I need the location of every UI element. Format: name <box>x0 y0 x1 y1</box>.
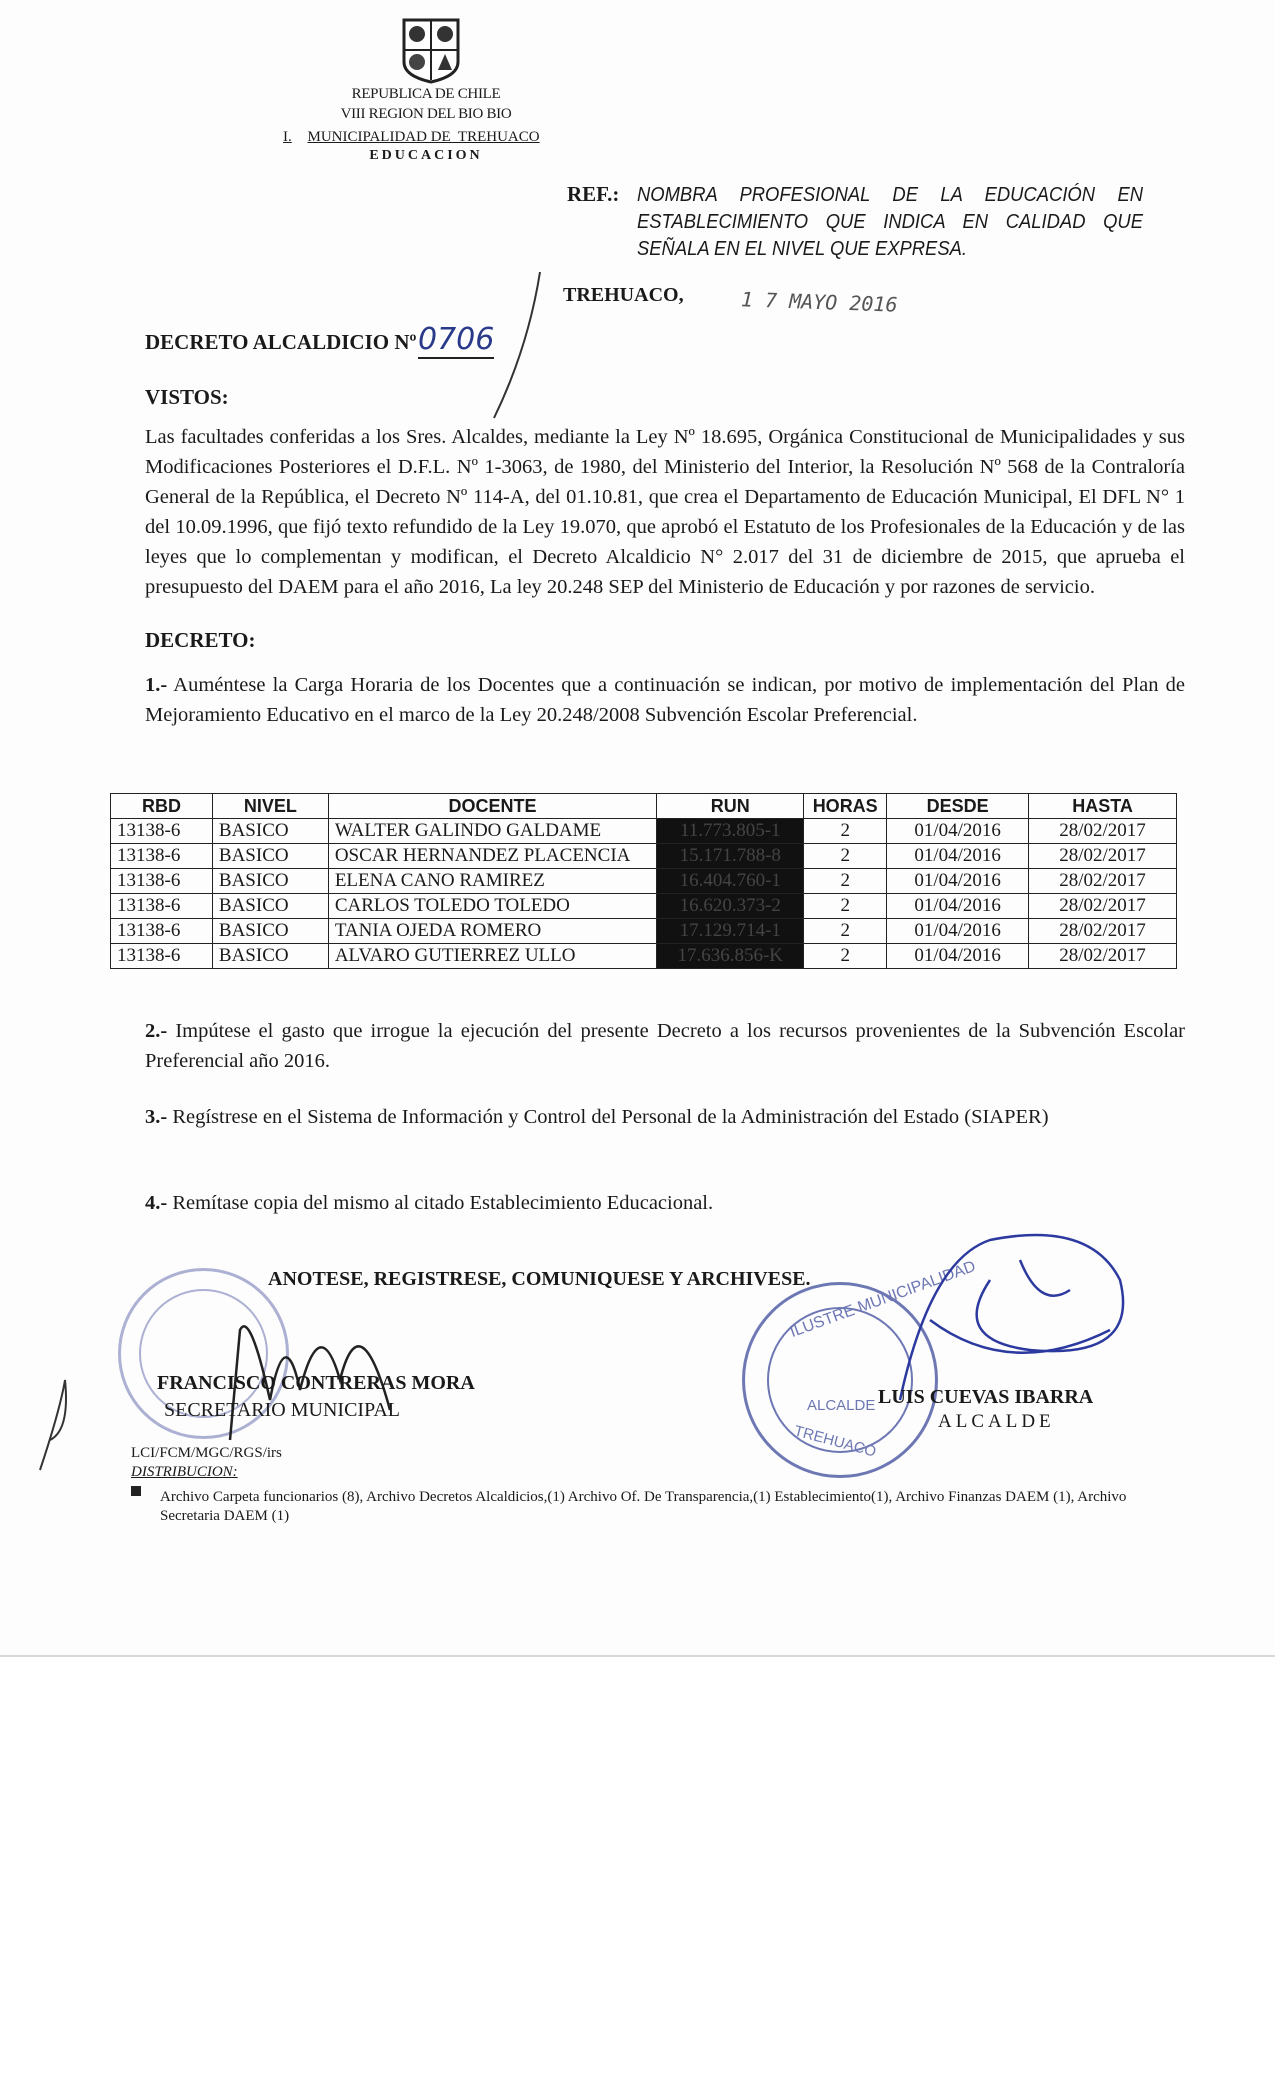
item-number: 3.- <box>145 1106 168 1128</box>
closing-formula: ANOTESE, REGISTRESE, COMUNIQUESE Y ARCHIVESE. <box>268 1268 811 1290</box>
cell-desde: 01/04/2016 <box>887 894 1029 919</box>
secretary-signature <box>190 1290 450 1450</box>
ref-label: REF.: <box>567 182 620 206</box>
stamp-top-text: ILUSTRE MUNICIPALIDAD <box>787 1257 979 1342</box>
decreto-item-3 <box>145 1102 1185 1132</box>
stamp-mid-text: ALCALDE <box>807 1397 876 1414</box>
cell-nivel: BASICO <box>212 869 328 894</box>
cell-run: 15.171.788-8 <box>657 844 804 869</box>
cell-rbd: 13138-6 <box>111 919 213 944</box>
cell-horas: 2 <box>804 894 887 919</box>
cell-nivel: BASICO <box>212 919 328 944</box>
cell-horas: 2 <box>804 919 887 944</box>
table-row <box>111 944 1177 969</box>
cell-docente: WALTER GALINDO GALDAME <box>328 819 657 844</box>
letterhead-country: REPUBLICA DE CHILE <box>351 86 501 102</box>
cell-docente: OSCAR HERNANDEZ PLACENCIA <box>328 844 657 869</box>
table-row <box>111 919 1177 944</box>
item-text: Regístrese en el Sistema de Información y Control del Personal de la Administración del Estado (SIAPER) <box>172 1106 1049 1128</box>
distribution-heading: DISTRIBUCION: <box>131 1464 238 1480</box>
header-hasta: HASTA <box>1029 794 1177 819</box>
cell-run: 17.129.714-1 <box>657 919 804 944</box>
cell-docente: ELENA CANO RAMIREZ <box>328 869 657 894</box>
margin-initial-signature <box>30 1370 80 1480</box>
decreto-item-1 <box>145 670 1185 730</box>
cell-hasta: 28/02/2017 <box>1029 919 1177 944</box>
cell-docente: ALVARO GUTIERREZ ULLO <box>328 944 657 969</box>
cell-hasta: 28/02/2017 <box>1029 869 1177 894</box>
cell-run: 11.773.805-1 <box>657 819 804 844</box>
cell-hasta: 28/02/2017 <box>1029 819 1177 844</box>
cell-rbd: 13138-6 <box>111 844 213 869</box>
item-number: 2.- <box>145 1020 168 1042</box>
cell-run: 16.404.760-1 <box>657 869 804 894</box>
cell-horas: 2 <box>804 819 887 844</box>
letterhead-municipality <box>283 129 540 146</box>
cell-nivel: BASICO <box>212 844 328 869</box>
cell-desde: 01/04/2016 <box>887 919 1029 944</box>
cell-rbd: 13138-6 <box>111 944 213 969</box>
ref-text: NOMBRA PROFESIONAL DE LA EDUCACIÓN EN ESTABLECIMIENTO QUE INDICA EN CALIDAD QUE SEÑALA EN EL NIVEL QUE EXPRESA. <box>637 184 1143 260</box>
header-desde: DESDE <box>887 794 1029 819</box>
cell-desde: 01/04/2016 <box>887 844 1029 869</box>
cell-nivel: BASICO <box>212 894 328 919</box>
date-stamp: 1 7 MAYO 2016 <box>740 287 898 317</box>
letterhead-department: EDUCACION <box>369 148 483 163</box>
secretary-title: SECRETARIO MUNICIPAL <box>164 1399 401 1421</box>
secretary-name: FRANCISCO CONTRERAS MORA <box>157 1372 475 1394</box>
vistos-text: Las facultades conferidas a los Sres. Alcaldes, mediante la Ley Nº 18.695, Orgánica Constitucional de Municipalidades y sus Modificaciones Posteriores el D.F.L. Nº 1-3063, de 1980, del Ministerio del Interior, la Resolución Nº 568 de la Contraloría General de la República, el Decreto Nº 114-A, del 01.10.81, que crea el Departamento de Educación Municipal, El DFL N° 1 del 10.09.1996, que fijó texto refundido de la Ley 19.070, que aprobó el Estatuto de los Profesionales de la Educación y de las leyes que lo complementan y modifican, el Decreto Alcaldicio N° 2.017 del 31 de diciembre de 2015, que aprueba el presupuesto del DAEM para el año 2016, La ley 20.248 SEP del Ministerio de Educación y por razones de servicio. <box>145 426 1185 598</box>
cell-desde: 01/04/2016 <box>887 944 1029 969</box>
cell-horas: 2 <box>804 944 887 969</box>
cell-run: 16.620.373-2 <box>657 894 804 919</box>
decreto-item-2 <box>145 1016 1185 1076</box>
cell-hasta: 28/02/2017 <box>1029 844 1177 869</box>
place: TREHUACO, <box>563 284 684 306</box>
header-run: RUN <box>657 794 804 819</box>
initials: LCI/FCM/MGC/RGS/irs <box>131 1445 282 1461</box>
item-text: Auméntese la Carga Horaria de los Docentes que a continuación se indican, por motivo de implementación del Plan de Mejoramiento Educativo en el marco de la Ley 20.248/2008 Subvención Escolar Preferencial. <box>145 674 1186 726</box>
item-text: Remítase copia del mismo al citado Establecimiento Educacional. <box>172 1192 714 1214</box>
cell-rbd: 13138-6 <box>111 869 213 894</box>
cell-run: 17.636.856-K <box>657 944 804 969</box>
cell-docente: TANIA OJEDA ROMERO <box>328 919 657 944</box>
header-docente: DOCENTE <box>328 794 657 819</box>
teachers-table <box>110 793 1177 969</box>
letterhead-prefix: I. <box>283 129 292 145</box>
cell-horas: 2 <box>804 869 887 894</box>
cell-horas: 2 <box>804 844 887 869</box>
table-row <box>111 819 1177 844</box>
mayor-name: LUIS CUEVAS IBARRA <box>878 1386 1094 1408</box>
cell-hasta: 28/02/2017 <box>1029 944 1177 969</box>
table-row <box>111 869 1177 894</box>
item-text: Impútese el gasto que irrogue la ejecución del presente Decreto a los recursos provenientes de la Subvención Escolar Preferencial año 2016. <box>145 1020 1186 1072</box>
cell-desde: 01/04/2016 <box>887 869 1029 894</box>
table-row <box>111 894 1177 919</box>
decree-number: 0706 <box>418 322 495 357</box>
cell-nivel: BASICO <box>212 819 328 844</box>
vistos-heading: VISTOS: <box>145 385 229 409</box>
letterhead-municipality-name: MUNICIPALIDAD DE TREHUACO <box>307 129 540 145</box>
table-header-row <box>111 794 1177 819</box>
decree-label: DECRETO ALCALDICIO Nº <box>145 330 417 354</box>
decreto-heading: DECRETO: <box>145 628 256 652</box>
cell-rbd: 13138-6 <box>111 894 213 919</box>
table-row <box>111 844 1177 869</box>
mayor-title: ALCALDE <box>938 1411 1055 1432</box>
cell-rbd: 13138-6 <box>111 819 213 844</box>
stamp-bottom-text: TREHUACO <box>792 1422 878 1461</box>
header-rbd: RBD <box>111 794 213 819</box>
header-nivel: NIVEL <box>212 794 328 819</box>
cell-desde: 01/04/2016 <box>887 819 1029 844</box>
bullet-icon <box>131 1486 141 1496</box>
handwritten-slash <box>488 268 548 428</box>
cell-docente: CARLOS TOLEDO TOLEDO <box>328 894 657 919</box>
item-number: 4.- <box>145 1192 168 1214</box>
letterhead-region: VIII REGION DEL BIO BIO <box>340 106 512 122</box>
cell-hasta: 28/02/2017 <box>1029 894 1177 919</box>
cell-nivel: BASICO <box>212 944 328 969</box>
header-horas: HORAS <box>804 794 887 819</box>
distribution-text: Archivo Carpeta funcionarios (8), Archivo Decretos Alcaldicios,(1) Archivo Of. De Transparencia,(1) Establecimiento(1), Archivo Finanzas DAEM (1), Archivo Secretaria DAEM (1) <box>160 1489 1127 1524</box>
item-number: 1.- <box>145 674 168 696</box>
decreto-item-4 <box>145 1188 1185 1218</box>
coat-of-arms-icon <box>400 18 462 84</box>
